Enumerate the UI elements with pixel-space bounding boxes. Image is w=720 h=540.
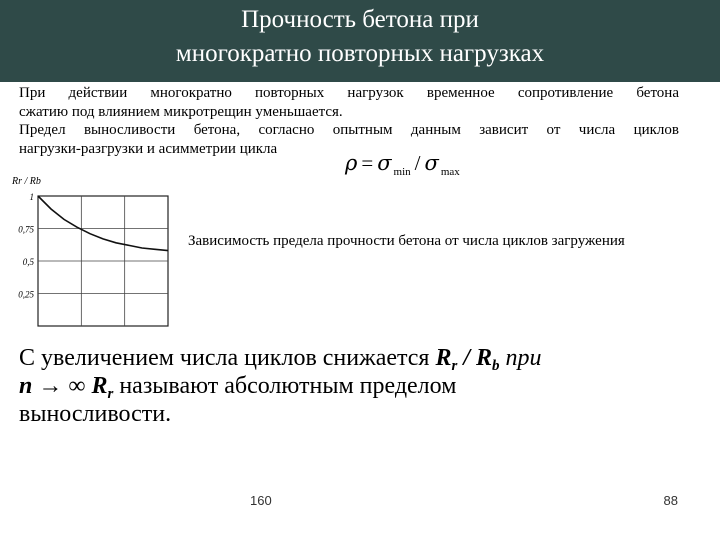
- conclusion-R3: R: [91, 373, 108, 399]
- conclusion-r1: r: [451, 358, 458, 374]
- conclusion-b2: b: [492, 358, 500, 374]
- formula-slash: /: [414, 151, 421, 175]
- conclusion-text: [19, 344, 679, 428]
- formula-sub-max: max: [440, 166, 460, 178]
- y-tick-label: 1: [29, 192, 34, 202]
- y-tick-label: 0,75: [18, 224, 34, 235]
- slide-title-line-1: Прочность бетона при: [241, 6, 479, 33]
- conclusion-R1: R: [435, 345, 452, 371]
- intro-line-4: нагрузки-разгрузки и асимметрии цикла: [19, 140, 278, 157]
- conclusion-line-1: [19, 344, 679, 372]
- intro-line-2: сжатию под влиянием микротрещин уменьшается.: [19, 103, 343, 120]
- formula-sigma-max: σ: [424, 151, 439, 175]
- formula-equals: =: [361, 151, 374, 175]
- page-number: 88: [663, 493, 678, 508]
- conclusion-r3: r: [107, 386, 114, 402]
- formula-sub-min: min: [393, 166, 411, 178]
- conclusion-text-2: называют абсолютным пределом: [113, 373, 457, 399]
- asymmetry-formula: [345, 148, 460, 187]
- title-bar: [0, 0, 720, 82]
- slide-title-line-2: многократно повторных нагрузках: [175, 40, 545, 67]
- footer-left-number: 160: [250, 493, 272, 508]
- conclusion-slash: /: [457, 345, 477, 371]
- intro-line-1: При действии многократно повторных нагрузок временное сопротивление бетона: [19, 85, 679, 101]
- formula-sigma-min: σ: [377, 151, 392, 175]
- formula-rho: ρ: [345, 151, 358, 175]
- conclusion-arrow: → ∞: [32, 373, 92, 399]
- y-axis-label: Rr / Rb: [12, 176, 41, 187]
- conclusion-R2: R: [476, 345, 493, 371]
- conclusion-text-1: С увеличением числа циклов снижается: [19, 345, 436, 371]
- fatigue-chart: [10, 170, 180, 332]
- intro-line-3: Предел выносливости бетона, согласно опытным данным зависит от числа циклов: [19, 122, 679, 138]
- y-tick-label: 0,25: [18, 289, 34, 300]
- intro-paragraph: [19, 84, 679, 158]
- conclusion-n: n: [19, 373, 33, 399]
- conclusion-line-3: выносливости.: [19, 401, 172, 427]
- y-tick-label: 0,5: [22, 257, 34, 267]
- slide-title: [110, 3, 610, 71]
- conclusion-line-2: [19, 372, 679, 400]
- chart-caption: Зависимость предела прочности бетона от числа циклов загружения: [188, 233, 625, 249]
- conclusion-pri: при: [499, 345, 542, 371]
- series-line: [38, 196, 168, 251]
